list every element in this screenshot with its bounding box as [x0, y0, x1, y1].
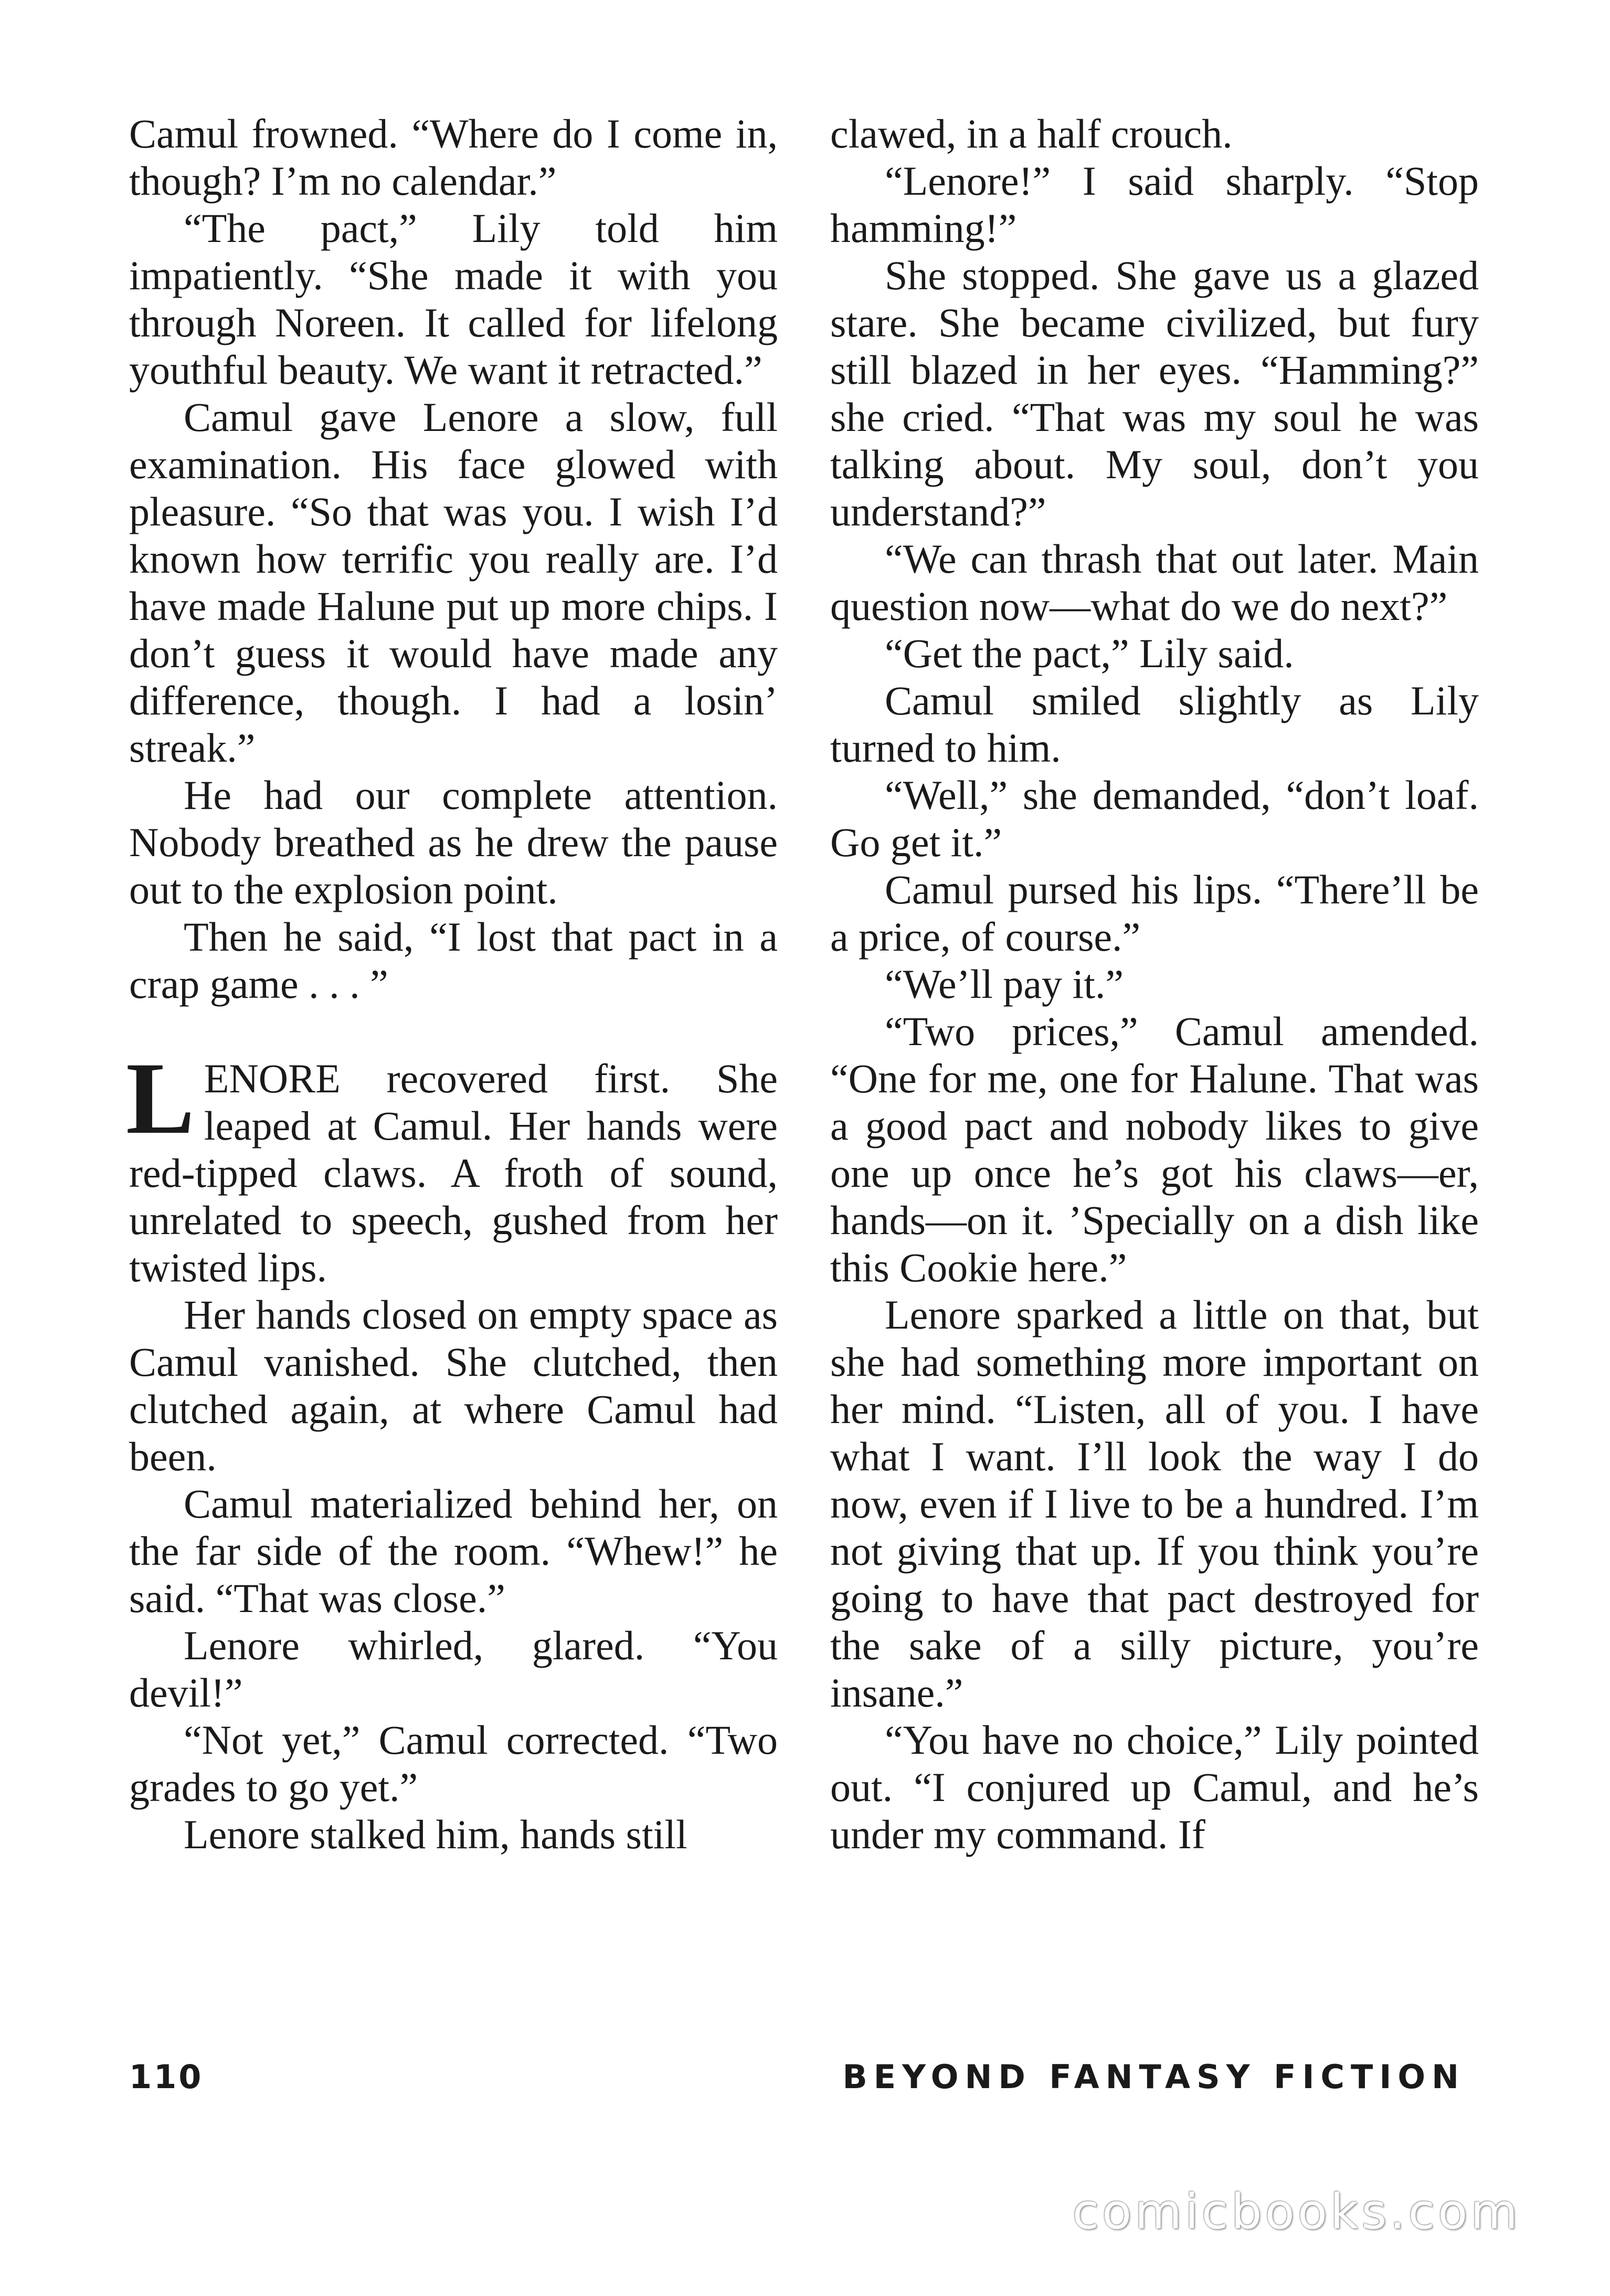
paragraph: Lenore sparked a little on that, but she had something more important on her mind. “Listen, all of you. I have what I want. I’ll look the way I do now, even if I live to be a hundred. I’m not giving that up. If you think you’re going to have that pact destroyed for the sake of a silly picture, you’re insane.” — [830, 1292, 1479, 1715]
paragraph: Lenore whirled, glared. “You devil!” — [129, 1623, 778, 1715]
paragraph: clawed, in a half crouch. — [830, 111, 1233, 156]
section-break — [129, 1008, 778, 1055]
paragraph: “Lenore!” I said sharply. “Stop hamming!” — [830, 158, 1479, 251]
paragraph: Then he said, “I lost that pact in a crap game . . . ” — [129, 914, 778, 1007]
paragraph: “Two prices,” Camul amended. “One for me, one for Halune. That was a good pact and nobody likes to give one up once he’s got his claws—er, hands—on it. ’Specially on a dish like this Cookie here.” — [830, 1008, 1479, 1290]
paragraph: Lenore stalked him, hands still — [184, 1811, 687, 1857]
paragraph: She stopped. She gave us a glazed stare. She became civilized, but fury still blazed in her eyes. “Hamming?” she cried. “That was my soul he was talking about. My soul, don’t you understand?” — [830, 252, 1479, 534]
paragraph: “We can thrash that out later. Main question now—what do we do next?” — [830, 536, 1479, 629]
paragraph: Her hands closed on empty space as Camul vanished. She clutched, then clutched again, at where Camul had been. — [129, 1292, 778, 1479]
drop-cap: L — [126, 1041, 195, 1155]
paragraph: Camul smiled slightly as Lily turned to him. — [830, 678, 1479, 771]
section-opening-paragraph — [126, 1041, 778, 1291]
paragraph: “Well,” she demanded, “don’t loaf. Go get it.” — [830, 772, 1479, 865]
running-title: BEYOND FANTASY FICTION — [842, 2058, 1465, 2096]
watermark: comicbooks.com — [1072, 2184, 1521, 2240]
paragraph: “You have no choice,” Lily pointed out. “I conjured up Camul, and he’s under my command. If — [830, 1717, 1479, 1857]
paragraph: “Not yet,” Camul corrected. “Two grades to go yet.” — [129, 1717, 778, 1810]
paragraph: Camul pursed his lips. “There’ll be a price, of course.” — [830, 867, 1479, 960]
paragraph: Camul materialized behind her, on the far side of the room. “Whew!” he said. “That was close.” — [129, 1481, 778, 1621]
paragraph: Camul frowned. “Where do I come in, though? I’m no calendar.” — [129, 111, 778, 204]
right-column — [830, 110, 1479, 1858]
paragraph: “The pact,” Lily told him impatiently. “She made it with you through Noreen. It called for lifelong youthful beauty. We want it retracted.” — [129, 205, 778, 393]
left-column — [126, 110, 778, 1858]
paragraph: “Get the pact,” Lily said. — [885, 630, 1294, 676]
paragraph: “We’ll pay it.” — [885, 961, 1124, 1007]
paragraph: He had our complete attention. Nobody breathed as he drew the pause out to the explosion point. — [129, 772, 778, 912]
paragraph: Camul gave Lenore a slow, full examination. His face glowed with pleasure. “So that was you. I wish I’d known how terrific you really are. I’d have made Halune put up more chips. I don’t guess it would have made any difference, though. I had a losin’ streak.” — [129, 394, 778, 771]
page-number: 110 — [129, 2058, 204, 2096]
section-opening-text: ENORE recovered first. She leaped at Camul. Her hands were red-tipped claws. A froth of sound, unrelated to speech, gushed from her twisted lips. — [129, 1056, 778, 1290]
